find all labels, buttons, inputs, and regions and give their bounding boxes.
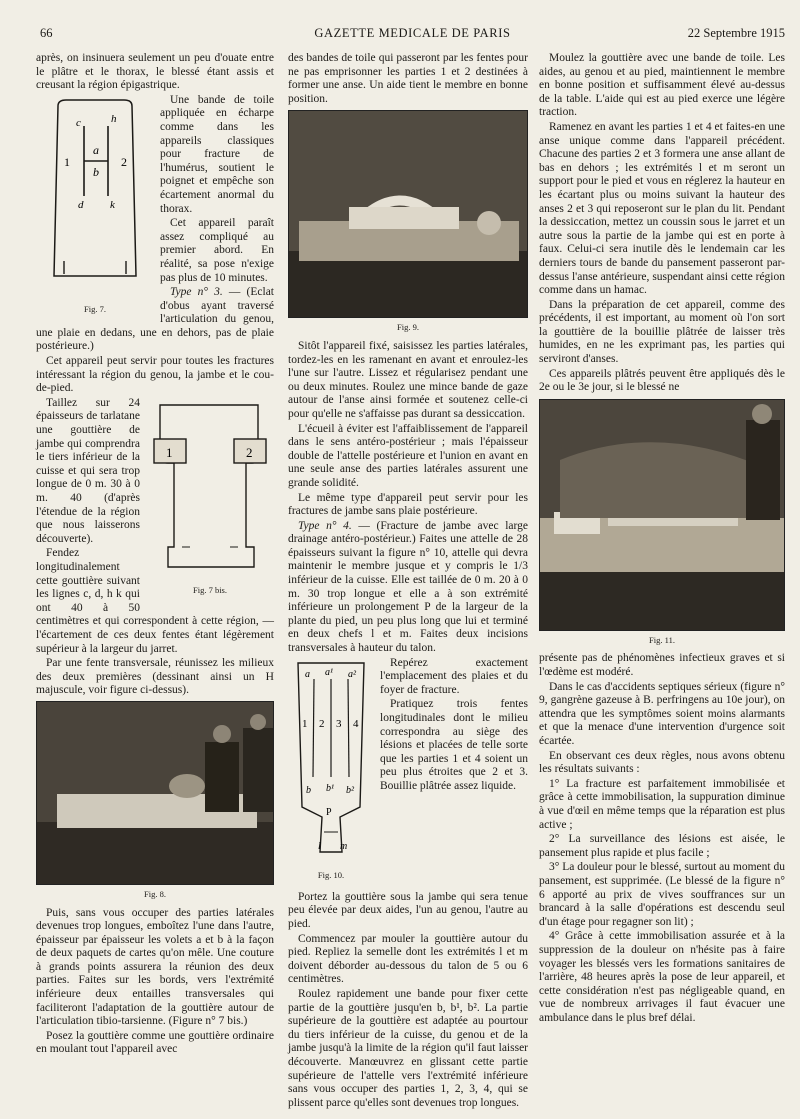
result-item: 3° La douleur pour le blessé, surtout au moment du pansement, est supprimée. (Le blessé de la figure n° 6 apporté au prix de vives souffrances sur un brancard à la salle d'opérations est descendu seul d'un étage pour regagner son lit) ; <box>539 861 785 928</box>
paragraph: Repérez exactement l'emplacement des plaies et du foyer de fracture. <box>380 656 528 696</box>
label-1: 1 <box>302 717 308 730</box>
column-2 <box>288 52 528 1111</box>
column-1 <box>36 52 274 1058</box>
label-b1: b¹ <box>326 782 334 794</box>
label-b: b <box>306 784 311 796</box>
paragraph: Roulez rapidement une bande pour fixer cette partie de la gouttière jusqu'en b, b¹, b². La partie supérieure de la gouttière est adaptée au pourtour du tiers inférieur de la cuisse, du genou et de la jambe jusqu'à la limite de la région qu'il faut laisser découverte. Manœuvrez en glissant cette partie supérieure de l'attelle vers l'extrémité inférieure sans vous occuper des parties 1, 2, 3, 4, qui se plissent parce qu'elles sont devenues trop longues. <box>288 987 528 1109</box>
paragraph: Cet appareil peut servir pour toutes les fractures intéressant la région du genou, la jambe et le cou-de-pied. <box>36 355 274 395</box>
label-P: P <box>326 806 332 818</box>
figure-8-photo-sketch <box>37 702 274 884</box>
page-number: 66 <box>40 26 53 40</box>
paragraph: Par une fente transversale, réunissez les milieux des deux premières (dessinant ainsi un H majuscule, voir figure ci-dessus). <box>36 657 274 697</box>
figure-7 <box>36 96 154 322</box>
paragraph: Posez la gouttière comme une gouttière ordinaire en moulant tout l'appareil avec <box>36 1029 274 1056</box>
paragraph: Portez la gouttière sous la jambe qui sera tenue peu élevée par deux aides, l'un au genou, l'autre au pied. <box>288 890 528 930</box>
journal-title: GAZETTE MEDICALE DE PARIS <box>314 26 511 40</box>
figure-9 <box>288 110 528 335</box>
label-2: 2 <box>246 444 253 460</box>
label-4: 4 <box>353 717 359 730</box>
label-a1: a¹ <box>325 666 333 678</box>
label-b2: b² <box>346 784 354 796</box>
type-3-heading: Type n° 3. <box>170 286 223 299</box>
figure-9-photo-sketch <box>289 111 528 317</box>
page-header <box>40 26 785 46</box>
paragraph: Cet appareil paraît assez compliqué au premier abord. En réalité, sa pose n'exige pas plus de 10 minutes. <box>160 217 274 284</box>
paragraph: Le même type d'appareil peut servir pour les fractures de jambe sans plaie postérieure. <box>288 491 528 518</box>
figure-9-caption: Fig. 9. <box>397 322 419 333</box>
paragraph: Taillez sur 24 épaisseurs de tarlatane une gouttière de jambe qui comprendra le tiers inférieur de la cuisse et qui sera trop longue de 0 m. 30 à 0 m. 40 (d'après l'étendue de la région que nous laisserons découverte). <box>36 396 140 545</box>
paragraph: des bandes de toile qui passeront par les fentes pour ne pas emprisonner les parties 1 et 2 destinées à former une anse. Un aide tient le membre en bonne position. <box>288 52 528 105</box>
paragraph: Ces appareils plâtrés peuvent être appliqués dès le 2e ou le 3e jour, si le blessé ne <box>539 367 785 394</box>
label-d: d <box>78 198 84 211</box>
figure-11 <box>539 399 785 648</box>
label-2: 2 <box>319 717 325 730</box>
paragraph: Une bande de toile appliquée en écharpe comme dans les appareils classiques pour fracture de l'humérus, soutient le poignet et empêche son écartement anormal du thorax. <box>160 93 274 215</box>
figure-7-bis-diagram <box>146 397 274 577</box>
type-4-heading: Type n° 4. <box>298 519 352 532</box>
figure-8-caption: Fig. 8. <box>144 888 166 899</box>
paragraph: Fendez longitudinalement cette gouttière suivant les lignes c, d, h k qui ont 40 à 50 centimètres et qui correspondent à cette région, — l'écartement de ces deux fentes étant légèrement supérieur à la largeur du jarret. <box>36 547 274 655</box>
paragraph: Type n° 3. — (Eclat d'obus ayant traversé l'articulation du genou, une plaie en dedans, une en dehors, pas de plaie postérieure.) <box>36 286 274 353</box>
label-3: 3 <box>336 717 342 730</box>
figure-8-photo <box>36 701 274 885</box>
column-3 <box>539 52 785 1026</box>
figure-7-bis <box>146 397 274 603</box>
issue-date: 22 Septembre 1915 <box>687 26 785 40</box>
result-item: 2° La surveillance des lésions est aisée, le pansement plus rapide et plus facile ; <box>539 833 785 859</box>
label-a: a <box>93 142 99 157</box>
paragraph: présente pas de phénomènes infectieux graves et si l'œdème est modéré. <box>539 652 785 679</box>
figure-10-diagram <box>288 657 374 862</box>
figure-7-bis-caption: Fig. 7 bis. <box>192 585 227 596</box>
paragraph: Moulez la gouttière avec une bande de toile. Les aides, au genou et au pied, maintiennent le membre en bonne position et suffisamment élevé au-dessus de la table. L'aide qui est au pied exerce une légère traction. <box>539 52 785 119</box>
figure-10 <box>288 657 374 888</box>
figure-11-caption: Fig. 11. <box>649 634 675 645</box>
paragraph: après, on insinuera seulement un peu d'ouate entre le plâtre et le thorax, le blessé étant assis et creusant la région épigastrique. <box>36 52 274 92</box>
label-k: k <box>110 198 115 211</box>
figure-9-photo <box>288 110 528 318</box>
label-a2: a² <box>348 668 356 680</box>
label-2: 2 <box>121 154 127 169</box>
figure-7-diagram <box>36 96 154 296</box>
paragraph: Type n° 4. — (Fracture de jambe avec large drainage antéro-postérieur.) Faites une attelle de 28 épaisseurs suivant la figure n° 10, attelle qui devra maintenir le membre jusque et y compris le 1/3 inférieur de la cuisse. Elle est taillée de 0 m. 20 à 0 m. 30 trop longue et elle a à son extrémité inférieure un prolongement P de la largeur de la plante du pied, un peu plus long que lui et terminé en deux chefs l et m. Faites deux incisions transversales à hauteur du talon. <box>288 519 528 655</box>
paragraph: Ramenez en avant les parties 1 et 4 et faites-en une anse unique comme dans l'appareil précédent. Chacune des parties 2 et 3 formera une anse allant de bas en dehors ; les extrémités l et m seront un support pour le pied et vous en réglerez la hauteur en les écartant plus ou moins suivant la hauteur des anses 2 et 3 qui reposeront sur le plan du lit. Pendant la dessiccation, mettez un coussin sous le jarret et un autre sous la partie de la jambe qui est en porte à faux. Celui-ci sera inutile dès le lendemain car les derniers tours de bande du pansement passeront par-dessus l'anse antérieure, suspendant ainsi cette région comme dans un hamac. <box>539 120 785 297</box>
label-b: b <box>93 164 99 179</box>
label-1: 1 <box>166 444 173 460</box>
result-item: 1° La fracture est parfaitement immobilisée et grâce à cette immobilisation, la suppuration diminue à vue d'œil en même temps que la réparation est plus active ; <box>539 777 785 831</box>
paragraph: Dans le cas d'accidents septiques sérieux (figure n° 9, gangrène gazeuse à B. perfringens au 10e jour), on attendra que les symptômes soient moins alarmants et que la menace d'une intervention d'urgence soit écartée. <box>539 680 785 747</box>
label-m: m <box>340 840 348 852</box>
label-l: l <box>318 840 321 852</box>
paragraph: En observant ces deux règles, nous avons obtenu les résultats suivants : <box>539 749 785 776</box>
result-item: 4° Grâce à cette immobilisation assurée et à la suppression de la douleur on n'hésite pas à faire voyager les blessés vers les formations sanitaires de l'arrière, 48 heures après la pose de leur appareil, et cette considération n'est pas négligeable quand, en vue de nombreux arrivages il faut évacuer une ambulance dans le plus bref délai. <box>539 930 785 1024</box>
label-c: c <box>76 116 81 129</box>
paragraph: Sitôt l'appareil fixé, saisissez les parties latérales, tordez-les en les ramenant en avant et enroulez-les l'une sur l'autre. Lissez et régularisez pendant une ou deux minutes. Roulez une mince bande de gaze autour de l'anse ainsi formée et soutenez celle-ci pour qu'elle ne s'affaisse pas durant sa dessiccation. <box>288 339 528 420</box>
figure-7-caption: Fig. 7. <box>84 304 106 315</box>
paragraph: Pratiquez trois fentes longitudinales dont le milieu correspondra au siège des lésions et placées de telle sorte que les parties 1 et 4 soient un peu plus étroites que 2 et 3. Bouillie plâtrée assez liquide. <box>380 698 528 792</box>
label-1: 1 <box>64 154 70 169</box>
paragraph: Commencez par mouler la gouttière autour du pied. Repliez la semelle dont les extrémités l et m doivent déborder au-dessous du talon de 5 ou 6 centimètres. <box>288 932 528 986</box>
figure-11-photo <box>539 399 785 631</box>
figure-8 <box>36 701 274 902</box>
paragraph: L'écueil à éviter est l'affaiblissement de l'appareil dans le sens antéro-postérieur ; mais l'épaisseur double de l'attelle postérieure et l'union en avant en une seule anse des parties latérales assurent une grande solidité. <box>288 422 528 489</box>
figure-10-caption: Fig. 10. <box>317 870 345 881</box>
paragraph: Puis, sans vous occuper des parties latérales devenues trop longues, emboîtez l'une dans l'autre, épaisseur par épaisseur les volets a et b à la façon de deux paquets de cartes qu'on mêle. Une couture à grands points assurera la réunion des deux parties. Faites sur les bords, vers l'extrémité inférieure deux entailles transversales qui faciliteront l'adaptation de la gouttière autour de l'articulation tibio-tarsienne. (Figure n° 7 bis.) <box>36 906 274 1028</box>
label-a: a <box>305 668 310 680</box>
figure-11-photo-sketch <box>540 400 785 630</box>
label-h: h <box>111 112 117 125</box>
paragraph: Dans la préparation de cet appareil, comme des précédents, il est important, au moment où l'on sort la gouttière de la bouillie plâtrée de laisser très humides, en ne les exprimant pas, les parties qui serviront d'anses. <box>539 298 785 366</box>
